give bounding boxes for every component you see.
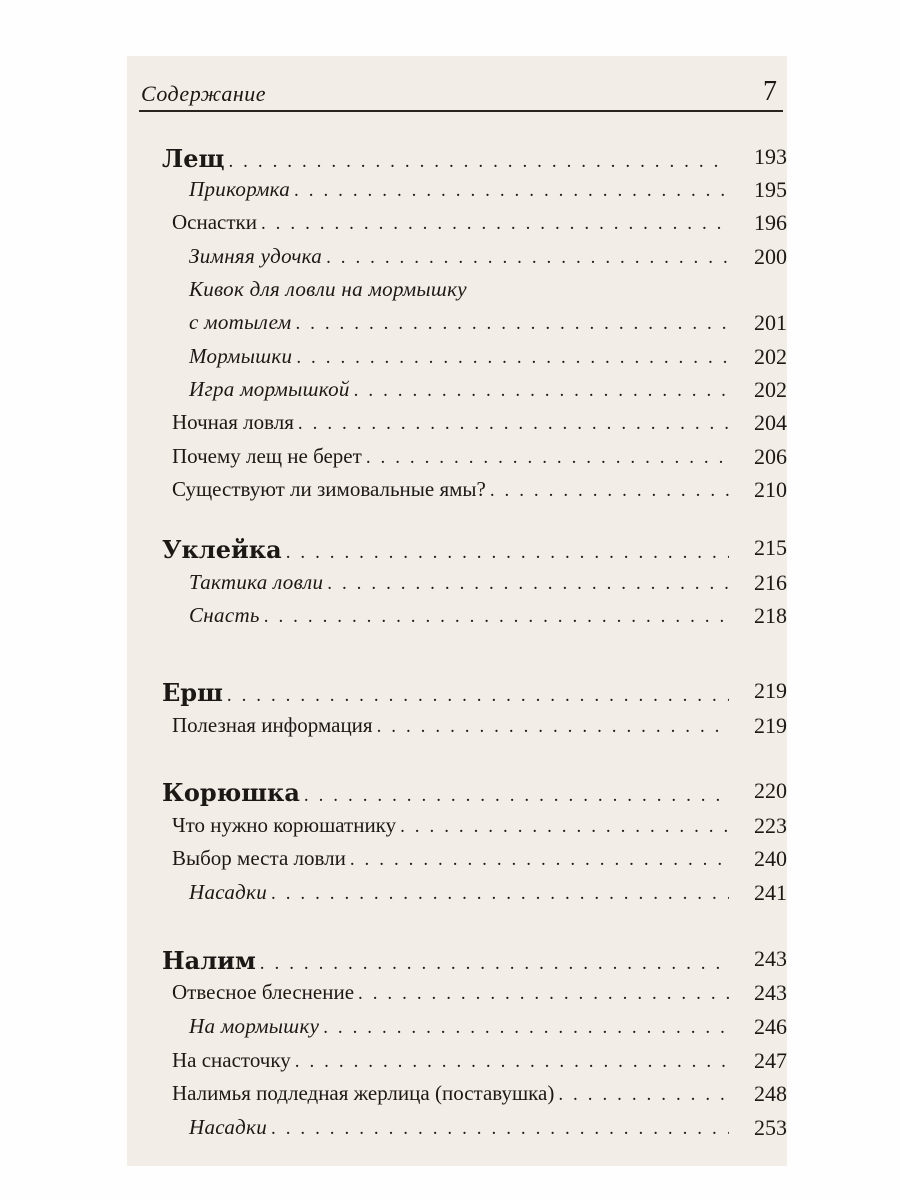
toc-entry-page: 248 [754,1081,787,1106]
toc-entry [189,344,787,378]
toc-entry-label: Налимья подледная жерлица (поставушка) [172,1081,555,1105]
toc-leader-dots [264,606,729,628]
toc-entry-page: 246 [754,1014,787,1039]
toc-leader-dots [228,151,729,173]
toc-entry-page: 241 [754,880,787,905]
toc-entry-label: Насадки [189,880,267,904]
toc-entry-label: Полезная информация [172,713,373,737]
toc-entry [162,144,787,178]
toc-entry-label: с мотылем [189,310,292,334]
header-page-number: 7 [763,76,777,107]
toc-leader-dots [294,180,729,202]
toc-leader-dots [377,716,729,738]
toc-entry [189,570,787,604]
toc-leader-dots [298,413,729,435]
toc-entry [189,1115,787,1149]
toc-entry-page: 243 [754,980,787,1005]
toc-entry-label: Мормышки [189,344,293,368]
toc-entry-page: 218 [754,603,787,628]
toc-entry-label: Корюшка [162,778,300,807]
toc-entry-label: Отвесное блеснение [172,980,355,1004]
toc-leader-dots [296,347,729,369]
toc-entry [189,880,787,914]
toc-entry-page: 243 [754,946,787,971]
toc-entry-page: 219 [754,713,787,738]
toc-entry [172,813,787,847]
toc-entry-page: 204 [754,410,787,435]
toc-leader-dots [400,816,729,838]
toc-leader-dots [260,953,729,975]
toc-entry-page: 253 [754,1115,787,1140]
toc-leader-dots [327,573,729,595]
toc-entry [162,778,787,812]
toc-entry [172,846,787,880]
toc-entry [162,678,787,712]
toc-entry [189,377,787,411]
toc-leader-dots [354,380,729,402]
toc-entry-page: 200 [754,244,787,269]
toc-leader-dots [490,480,729,502]
toc-leader-dots [358,983,729,1005]
toc-leader-dots [261,213,729,235]
toc-entry-label: На снасточку [172,1048,291,1072]
toc-entry [172,713,787,747]
toc-entry-label: На мормышку [189,1014,320,1038]
toc-entry-page: 202 [754,344,787,369]
toc-leader-dots [323,1017,729,1039]
toc-entry-label: Выбор места ловли [172,846,346,870]
toc-entry [189,310,787,344]
toc-entry [172,1048,787,1082]
toc-entry-label: Тактика ловли [189,570,324,594]
toc-entry-page: 240 [754,846,787,871]
toc-entry-label: Насадки [189,1115,267,1139]
toc-entry-page: 206 [754,444,787,469]
toc-leader-dots [271,883,729,905]
toc-entry [162,946,787,980]
toc-entry-label: Почему лещ не берет [172,444,362,468]
toc-leader-dots [227,685,729,707]
toc-leader-dots [304,785,729,807]
toc-entry [172,210,787,244]
toc-entry [172,444,787,478]
toc-entry-page: 201 [754,310,787,335]
toc-entry [172,477,787,511]
toc-entry-page: 220 [754,778,787,803]
toc-leader-dots [558,1084,729,1106]
toc-entry-page: 202 [754,377,787,402]
toc-entry-page: 247 [754,1048,787,1073]
book-page [127,56,787,1166]
toc-entry-label: Уклейка [162,535,282,564]
toc-entry-label: Кивок для ловли на мормышку [189,277,467,301]
toc-leader-dots [271,1118,729,1140]
header-title: Содержание [141,81,267,106]
toc-entry-label: Существуют ли зимовальные ямы? [172,477,486,501]
toc-entry [172,410,787,444]
toc-leader-dots [286,542,729,564]
toc-entry-label: Лещ [162,144,225,173]
toc-entry-label: Прикормка [189,177,291,201]
toc-entry-page: 219 [754,678,787,703]
toc-entry [172,980,787,1014]
toc-entry [189,1014,787,1048]
toc-entry-label: Оснастки [172,210,257,234]
toc-entry-label: Игра мормышкой [189,377,350,401]
toc-entry [189,244,787,278]
toc-entry-page: 195 [754,177,787,202]
toc-entry-page: 196 [754,210,787,235]
toc-entry-label: Ерш [162,678,223,707]
toc-entry-page: 223 [754,813,787,838]
toc-entry-page: 210 [754,477,787,502]
toc-leader-dots [326,247,729,269]
toc-entry [189,277,729,311]
toc-leader-dots [350,849,729,871]
toc-entry-page: 193 [754,144,787,169]
toc-entry [162,535,787,569]
toc-leader-dots [295,1051,729,1073]
toc-entry-label: Снасть [189,603,260,627]
header-rule [139,110,783,112]
toc-entry-page: 215 [754,535,787,560]
toc-entry [189,603,787,637]
toc-entry [172,1081,787,1115]
toc-entry [189,177,787,211]
toc-entry-label: Зимняя удочка [189,244,323,268]
toc-leader-dots [295,313,729,335]
toc-entry-page: 216 [754,570,787,595]
toc-entry-label: Налим [162,946,256,975]
toc-leader-dots [366,447,729,469]
toc-entry-label: Что нужно корюшатнику [172,813,397,837]
toc-entry-label: Ночная ловля [172,410,294,434]
